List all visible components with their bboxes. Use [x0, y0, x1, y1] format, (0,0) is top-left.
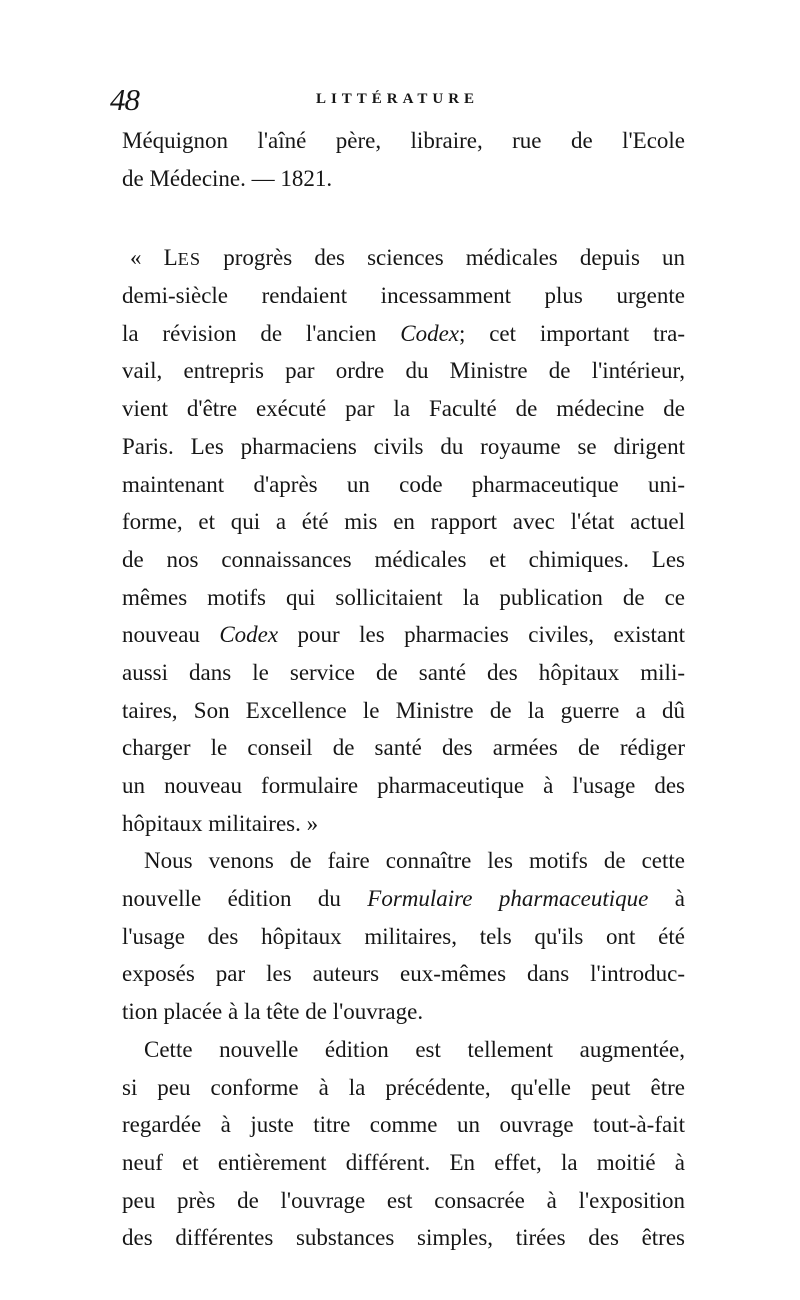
- quote-line: mêmes motifs qui sollicitaient la publication de ce: [122, 584, 685, 610]
- paragraph-line: si peu conforme à la précédente, qu'elle peut être: [122, 1074, 685, 1100]
- page-number: 48: [110, 82, 139, 117]
- quote-line: vient d'être exécuté par la Faculté de médecine de: [122, 396, 685, 422]
- paragraph-line: [122, 880, 685, 918]
- spacer: [122, 197, 685, 239]
- quote-line: un nouveau formulaire pharmaceutique à l'usage des: [122, 773, 685, 798]
- paragraph-line: Cette nouvelle édition est tellement augmentée,: [144, 1036, 685, 1062]
- text-span: nouvelle édition du: [122, 886, 368, 912]
- text-span: la révision de l'ancien: [122, 320, 401, 346]
- imprint-line: Méquignon l'aîné père, libraire, rue de l'Ecole: [122, 128, 685, 153]
- paragraph-line: Nous venons de faire connaître les motifs de cette: [144, 848, 685, 874]
- body-text: [122, 122, 685, 1257]
- quote-line: de nos connaissances médicales et chimiques. Les: [122, 546, 685, 572]
- open-quote-mark: «: [130, 245, 142, 271]
- quote-line: [122, 315, 685, 353]
- paragraph-line: des différentes substances simples, tirées des êtres: [122, 1225, 685, 1251]
- quote-line: [122, 616, 685, 654]
- quote-line: maintenant d'après un code pharmaceutique uni-: [122, 471, 685, 497]
- quote-line: Paris. Les pharmaciens civils du royaume se dirigent: [122, 433, 685, 459]
- text-span: pour les pharmacies civiles, existant: [278, 622, 685, 648]
- italic-title: Formulaire pharmaceutique: [367, 886, 649, 912]
- text-span: à: [648, 886, 685, 912]
- quote-line: taires, Son Excellence le Ministre de la guerre a dû: [122, 697, 685, 723]
- quote-line-text: progrès des sciences médicales depuis un: [201, 245, 685, 271]
- quote-line: hôpitaux militaires. »: [122, 810, 319, 836]
- italic-title: Codex: [219, 622, 279, 648]
- small-caps-word: ES: [177, 249, 202, 270]
- paragraph-line: peu près de l'ouvrage est consacrée à l'exposition: [122, 1187, 685, 1213]
- quote-line: vail, entrepris par ordre du Ministre de l'intérieur,: [122, 358, 685, 384]
- running-title: LITTÉRATURE: [315, 91, 480, 107]
- paragraph-line: neuf et entièrement différent. En effet, la moitié à: [122, 1149, 685, 1175]
- paragraph-line: l'usage des hôpitaux militaires, tels qu'ils ont été: [122, 923, 685, 949]
- imprint-line: de Médecine. — 1821.: [122, 165, 333, 191]
- paragraph-line: regardée à juste titre comme un ouvrage tout-à-fait: [122, 1112, 685, 1138]
- paragraph-line: tion placée à la tête de l'ouvrage.: [122, 999, 424, 1025]
- page-header: [110, 82, 685, 122]
- paragraph-line: exposés par les auteurs eux-mêmes dans l'introduc-: [122, 961, 685, 987]
- text-span: nouveau: [122, 622, 220, 648]
- italic-title: Codex: [400, 320, 459, 346]
- quote-line: forme, et qui a été mis en rapport avec l'état actuel: [122, 509, 685, 535]
- quote-line: charger le conseil de santé des armées de rédiger: [122, 735, 685, 761]
- drop-initial: L: [163, 245, 178, 271]
- quote-line: [122, 239, 685, 277]
- text-span: ; cet important tra-: [459, 320, 685, 346]
- quote-line: demi-siècle rendaient incessamment plus urgente: [122, 283, 685, 309]
- quote-line: aussi dans le service de santé des hôpitaux mili-: [122, 659, 685, 685]
